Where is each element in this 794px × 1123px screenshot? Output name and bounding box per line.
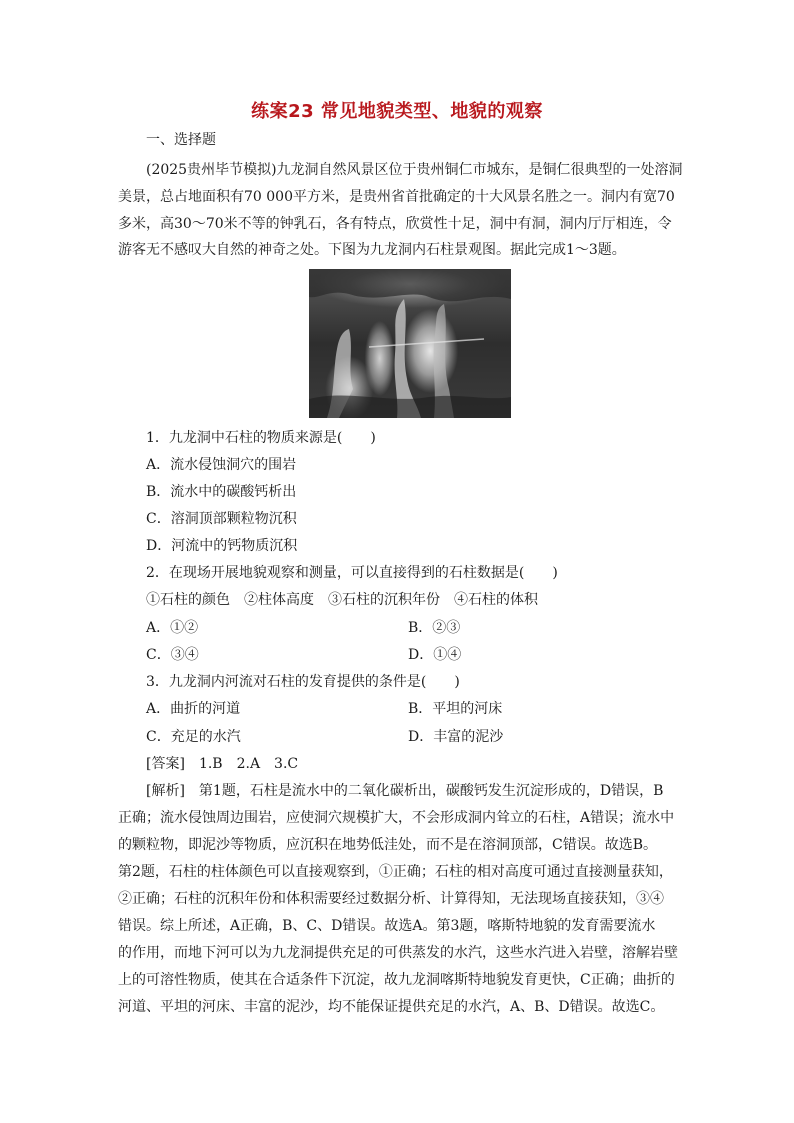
analysis-line-8: 上的可溶性物质，使其在合适条件下沉淀，故九龙洞喀斯特地貌发育更快，C正确；曲折的 [118, 972, 675, 988]
intro-line-4: 游客无不感叹大自然的神奇之处。下图为九龙洞内石柱景观图。据此完成1～3题。 [118, 242, 626, 258]
q3-option-a: A．曲折的河道 [146, 701, 241, 717]
analysis-line-5: ②正确；石柱的沉积年份和体积需要经过数据分析、计算得知，无法现场直接获知，③④ [118, 891, 664, 907]
q2-option-a: A．①② [146, 620, 199, 636]
analysis-line-3: 的颗粒物，即泥沙等物质，应沉积在地势低洼处，而不是在溶洞顶部，C错误。故选B。 [118, 837, 657, 853]
intro-line-2: 美景，总占地面积有70 000平方米，是贵州省首批确定的十大风景名胜之一。洞内有宽70 [118, 189, 675, 205]
q2-option-d: D．①④ [408, 647, 462, 663]
analysis-line-9: 河道、平坦的河床、丰富的泥沙，均不能保证提供充足的水汽，A、B、D错误。故选C。 [118, 999, 665, 1015]
q3-option-c: C．充足的水汽 [146, 729, 241, 745]
analysis-line-7: 的作用，而地下河可以为九龙洞提供充足的可供蒸发的水汽，这些水汽进入岩壁，溶解岩壁 [118, 945, 678, 961]
q1-option-c: C．溶洞顶部颗粒物沉积 [146, 511, 297, 527]
analysis-line-4: 第2题，石柱的柱体颜色可以直接观察到，①正确；石柱的相对高度可通过直接测量获知， [118, 864, 673, 880]
q2-stem: 2．在现场开展地貌观察和测量，可以直接得到的石柱数据是( ) [146, 565, 558, 581]
answer-line [146, 754, 298, 774]
analysis-label: [解析] [146, 783, 185, 799]
analysis-line-2: 正确；流水侵蚀周边围岩，应使洞穴规模扩大，不会形成洞内耸立的石柱，A错误；流水中 [118, 810, 675, 826]
q1-stem: 1．九龙洞中石柱的物质来源是( ) [146, 430, 376, 446]
q2-items: ①石柱的颜色 ②柱体高度 ③石柱的沉积年份 ④石柱的体积 [146, 592, 538, 608]
q3-stem: 3．九龙洞内河流对石柱的发育提供的条件是( ) [146, 674, 460, 690]
page-title: 练案23 常见地貌类型、地貌的观察 [251, 101, 543, 122]
q2-option-c: C．③④ [146, 647, 199, 663]
answer-text: 1.B 2.A 3.C [198, 756, 299, 772]
q3-option-b: B．平坦的河床 [408, 701, 503, 717]
q1-option-a: A．流水侵蚀洞穴的围岩 [146, 457, 297, 473]
intro-line-1: (2025贵州毕节模拟)九龙洞自然风景区位于贵州铜仁市城东，是铜仁很典型的一处溶洞 [146, 162, 683, 178]
analysis-line-1 [146, 781, 663, 801]
intro-line-3: 多米，高30～70米不等的钟乳石，各有特点，欣赏性十足，洞中有洞，洞内厅厅相连，令 [118, 216, 672, 232]
analysis-line-6: 错误。综上所述，A正确，B、C、D错误。故选A。第3题，喀斯特地貌的发育需要流水 [118, 918, 656, 934]
q2-option-b: B．②③ [408, 620, 461, 636]
q1-option-b: B．流水中的碳酸钙析出 [146, 484, 297, 500]
q3-option-d: D．丰富的泥沙 [408, 729, 504, 745]
analysis-text-1: 第1题，石柱是流水中的二氧化碳析出，碳酸钙发生沉淀形成的，D错误，B [184, 783, 664, 799]
q1-option-d: D．河流中的钙物质沉积 [146, 538, 298, 554]
answer-label: [答案] [146, 756, 185, 772]
section-heading: 一、选择题 [146, 132, 216, 148]
cave-pillar-photo [309, 269, 511, 418]
